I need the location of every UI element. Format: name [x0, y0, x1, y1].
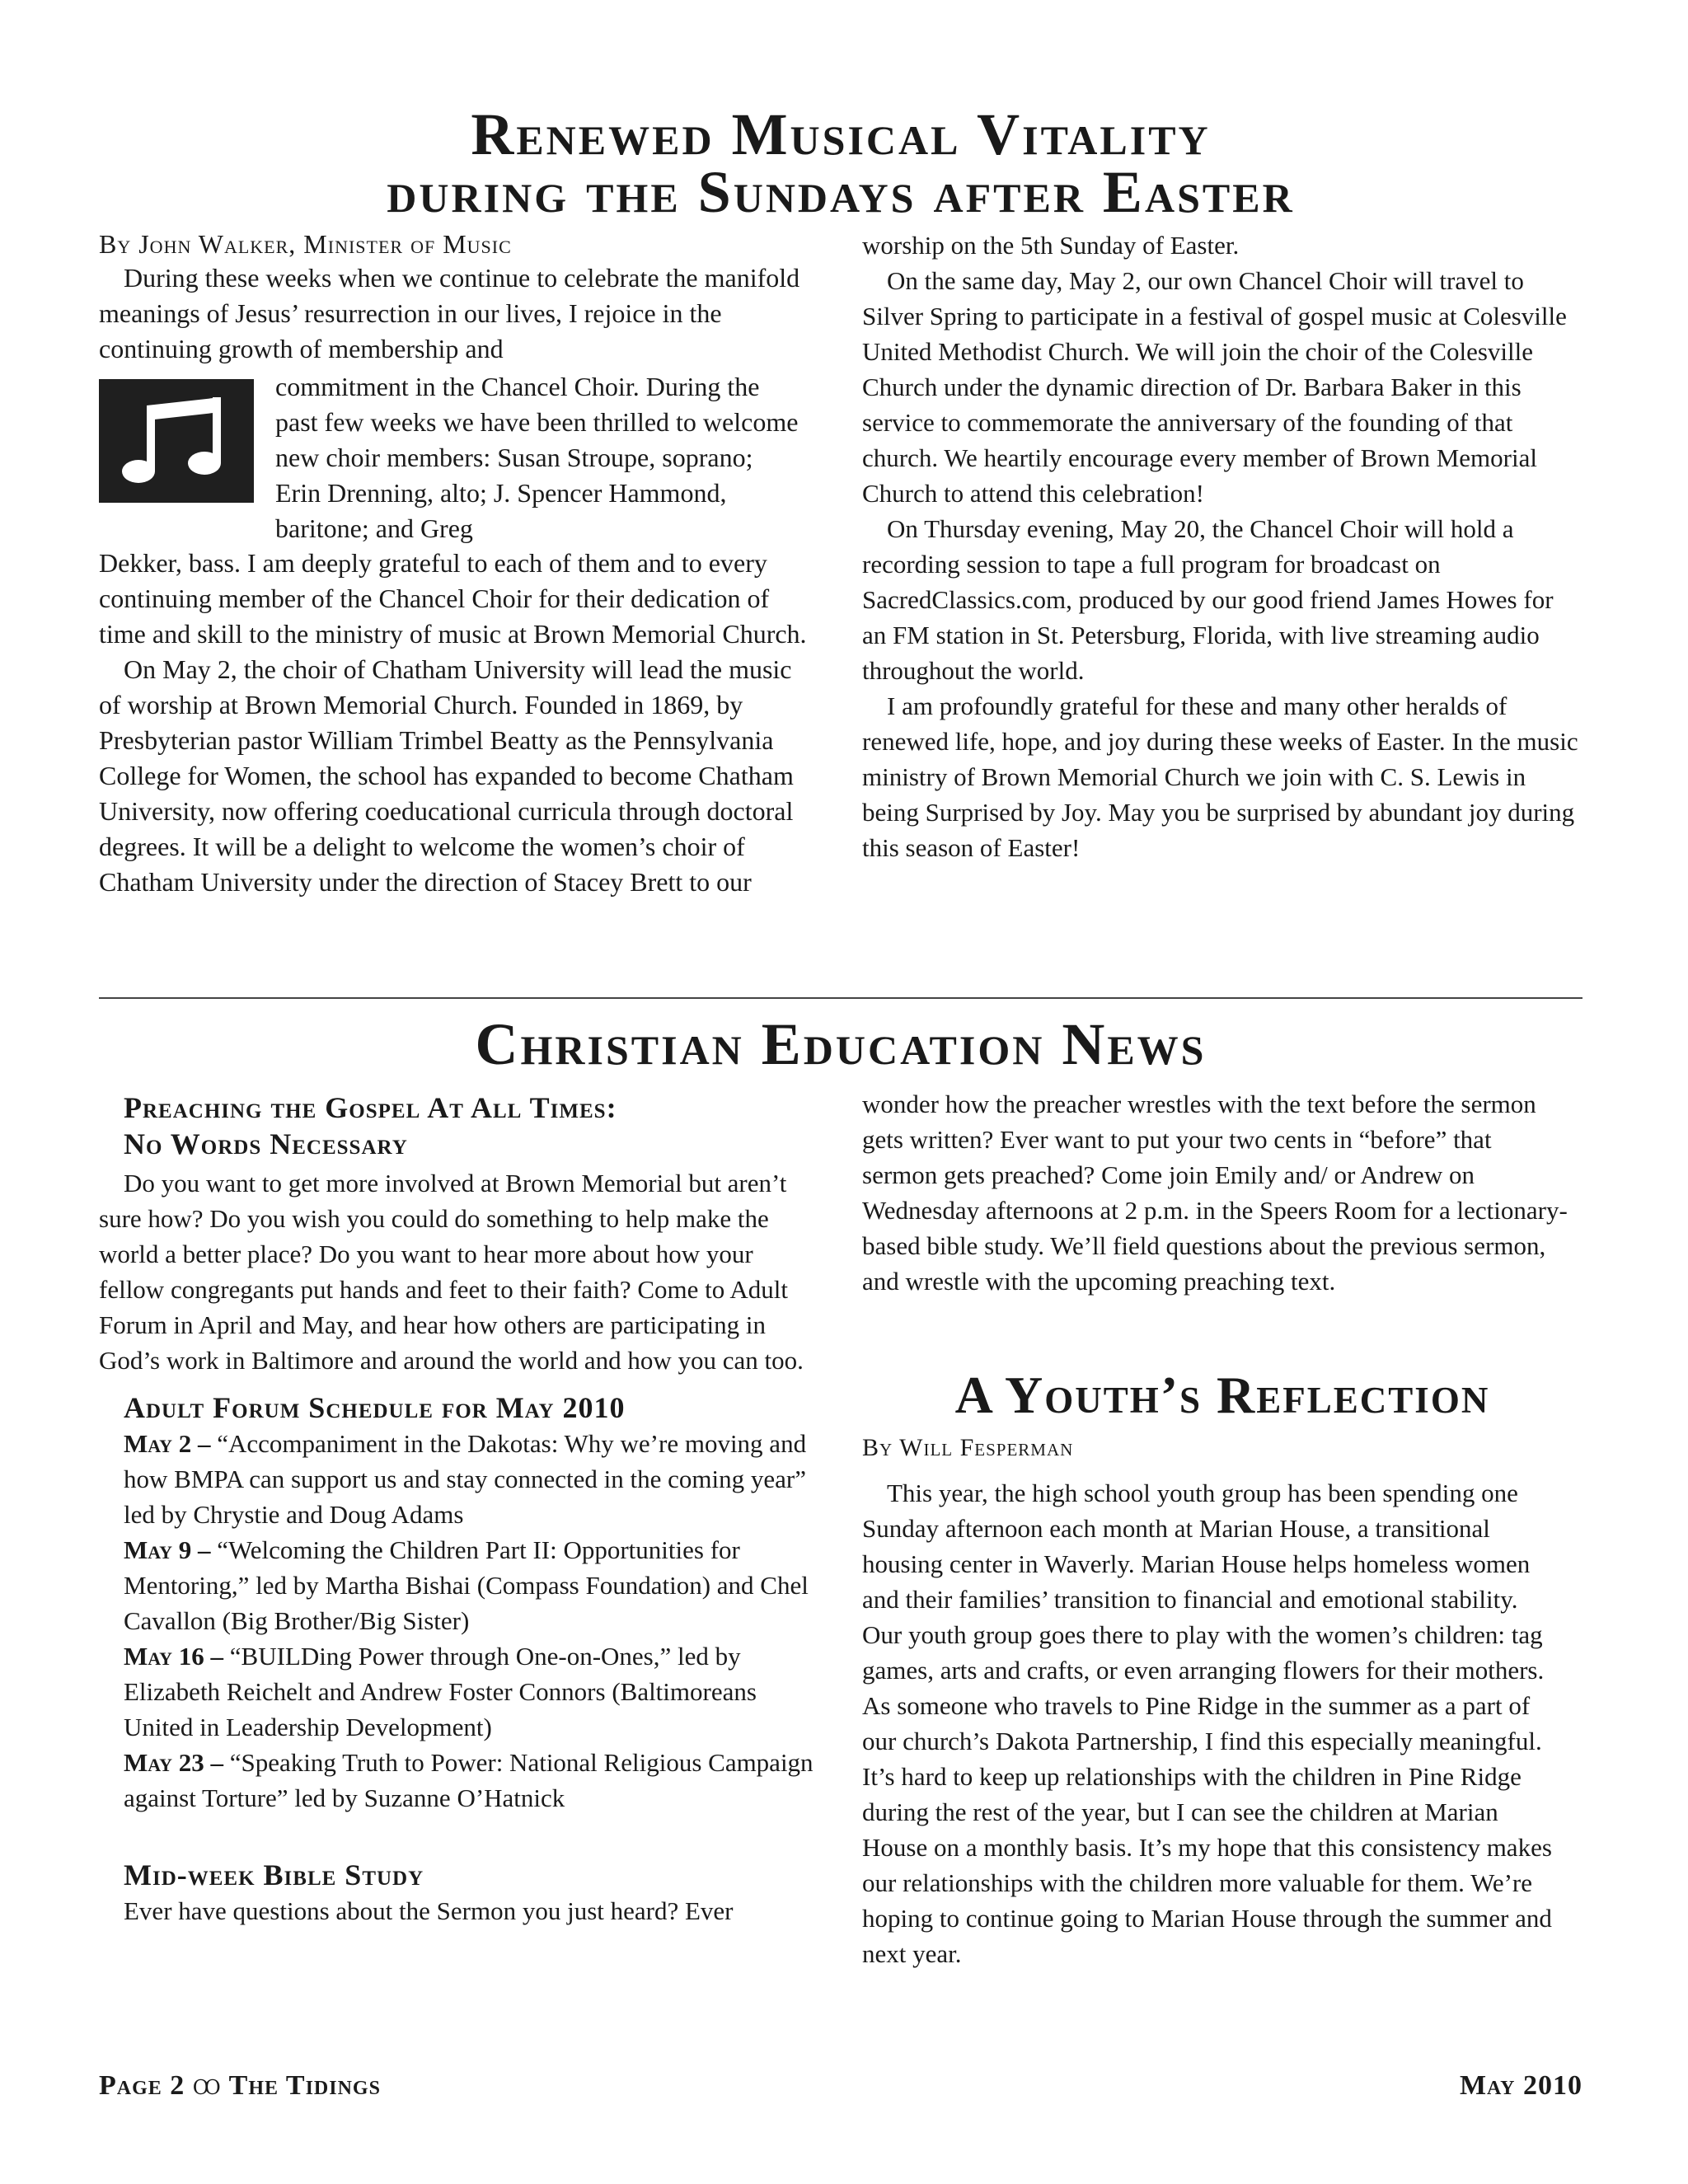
article3-byline: By Will Fesperman	[862, 1434, 1074, 1461]
article3-column	[862, 1475, 1563, 1971]
footer-date: May 2010	[1459, 2070, 1582, 2101]
bible-study-heading: Mid-week Bible Study	[124, 1858, 424, 1891]
article1-left-paragraph-2: On May 2, the choir of Chatham University will lead the music of worship at Brown Memorial Church. Founded in 1869, by Presbyterian pastor William Trimbel Beatty as the Pennsylvania College for Women, the school has expanded to become Chatham University, now offering coeducational curricula through doctoral degrees. It will be a delight to welcome the women’s choir of Chatham University under the direction of Stacey Brett to our	[99, 654, 794, 897]
article1-title-line1: Renewed Musical Vitality	[471, 101, 1211, 167]
article3-body: This year, the high school youth group has been spending one Sunday afternoon each month at Marian House, a transitional housing center in Waverly. Marian House helps homeless women and their families’ transition to financial and emotional stability. Our youth group goes there to play with the women’s children: tag games, arts and crafts, or even arranging flowers for their mothers. As someone who travels to Pine Ridge in the summer as a part of our church’s Dakota Partnership, I find this especially meaningful. It’s hard to keep up relationships with the children in Pine Ridge during the rest of the year, but I can see the children at Marian House on a monthly basis. It’s my hope that this consistency makes our relationships with the children more valuable for them. We’re hoping to continue going to Marian House through the summer and next year.	[862, 1479, 1552, 1968]
schedule-item	[124, 1638, 824, 1745]
schedule-date: May 9 –	[124, 1535, 211, 1564]
article2-title: Christian Education News	[475, 1011, 1207, 1077]
schedule-text: “BUILDing Power through One-on-Ones,” led by Elizabeth Reichelt and Andrew Foster Connors (Baltimoreans United in Leadership Development)	[124, 1642, 757, 1741]
schedule-date: May 16 –	[124, 1642, 224, 1671]
schedule-text: “Welcoming the Children Part II: Opportunities for Mentoring,” led by Martha Bishai (Compass Foundation) and Chel Cavallon (Big Brother/Big Sister)	[124, 1535, 809, 1635]
schedule-item	[124, 1426, 824, 1532]
article1-right-paragraph-2: On the same day, May 2, our own Chancel Choir will travel to Silver Spring to participate in a festival of gospel music at Colesville United Methodist Church. We will join the choir of the Colesville Church under the dynamic direction of Dr. Barbara Baker in this service to commemorate the anniversary of the founding of that church. We heartily encourage every member of Brown Memorial Church to attend this celebration!	[862, 266, 1567, 508]
footer-page-number: Page 2	[99, 2070, 185, 2101]
preaching-heading-line2: No Words Necessary	[124, 1127, 408, 1160]
footer-publication: The Tidings	[228, 2070, 381, 2101]
bible-study-body-right: wonder how the preacher wrestles with the text before the sermon gets written? Ever want to put your two cents in “before” that sermon gets preached? Come join Emily and/ or Andrew on Wednesday afternoons at 2 p.m. in the Speers Room for a lectionary-based bible study. We’ll field questions about the previous sermon, and wrestle with the upcoming preaching text.	[862, 1090, 1568, 1296]
article3-title: A Youth’s Reflection	[954, 1366, 1490, 1424]
article1-right-paragraph-3: On Thursday evening, May 20, the Chancel Choir will hold a recording session to tape a full program for broadcast on SacredClassics.com, produced by our good friend James Howes for an FM station in St. Petersburg, Florida, with live streaming audio throughout the world.	[862, 514, 1554, 685]
article1-byline: By John Walker, Minister of Music	[99, 229, 512, 259]
article1-right-paragraph-4: I am profoundly grateful for these and many other heralds of renewed life, hope, and joy during these weeks of Easter. In the music ministry of Brown Memorial Church we join with C. S. Lewis in being Surprised by Joy. May you be surprised by abundant joy during this season of Easter!	[862, 691, 1578, 862]
article1-right-paragraph-1: worship on the 5th Sunday of Easter.	[862, 231, 1240, 260]
article1-left-paragraph-1-end: Dekker, bass. I am deeply grateful to each of them and to every continuing member of the Chancel Choir for their dedication of time and skill to the ministry of music at Brown Memorial Church.	[99, 548, 807, 649]
article1-left-paragraph-1: During these weeks when we continue to celebrate the manifold meanings of Jesus’ resurrection in our lives, I rejoice in the continuing growth of membership and	[99, 263, 800, 363]
music-notes-icon	[99, 379, 254, 503]
schedule-heading: Adult Forum Schedule for May 2010	[124, 1391, 626, 1424]
article2-left-column	[99, 1090, 824, 1929]
schedule-item	[124, 1745, 824, 1816]
bible-study-body-left: Ever have questions about the Sermon you just heard? Ever	[124, 1896, 734, 1925]
preaching-heading-line1: Preaching the Gospel At All Times:	[124, 1091, 617, 1124]
footer-left	[99, 2070, 381, 2102]
article1-wrap-text: commitment in the Chancel Choir. During the past few weeks we have been thrilled to welcome new choir members: Susan Stroupe, soprano; Erin Drenning, alto; J. Spencer Hammond, baritone; and Greg	[275, 372, 799, 543]
schedule-text: “Speaking Truth to Power: National Religious Campaign against Torture” led by Suzanne O’Hatnick	[124, 1748, 814, 1812]
schedule-item	[124, 1532, 824, 1638]
article1-right-column	[862, 227, 1582, 865]
article1-left-column	[99, 227, 808, 367]
schedule-date: May 23 –	[124, 1748, 224, 1777]
schedule-list	[99, 1426, 824, 1816]
schedule-text: “Accompaniment in the Dakotas: Why we’re moving and how BMPA can support us and stay connected in the coming year” led by Chrystie and Doug Adams	[124, 1429, 807, 1529]
section-divider	[99, 997, 1582, 999]
preaching-body: Do you want to get more involved at Brown Memorial but aren’t sure how? Do you wish you could do something to help make the world a better place? Do you want to hear more about how your fellow congregants put hands and feet to their faith? Come to Adult Forum in April and May, and hear how others are participating in God’s work in Baltimore and around the world and how you can too.	[99, 1169, 804, 1375]
ornament-icon: ꝏ	[192, 2070, 222, 2101]
article1-title-line2: during the Sundays after Easter	[387, 159, 1295, 225]
schedule-date: May 2 –	[124, 1429, 211, 1458]
article1-left-lower	[99, 546, 808, 900]
